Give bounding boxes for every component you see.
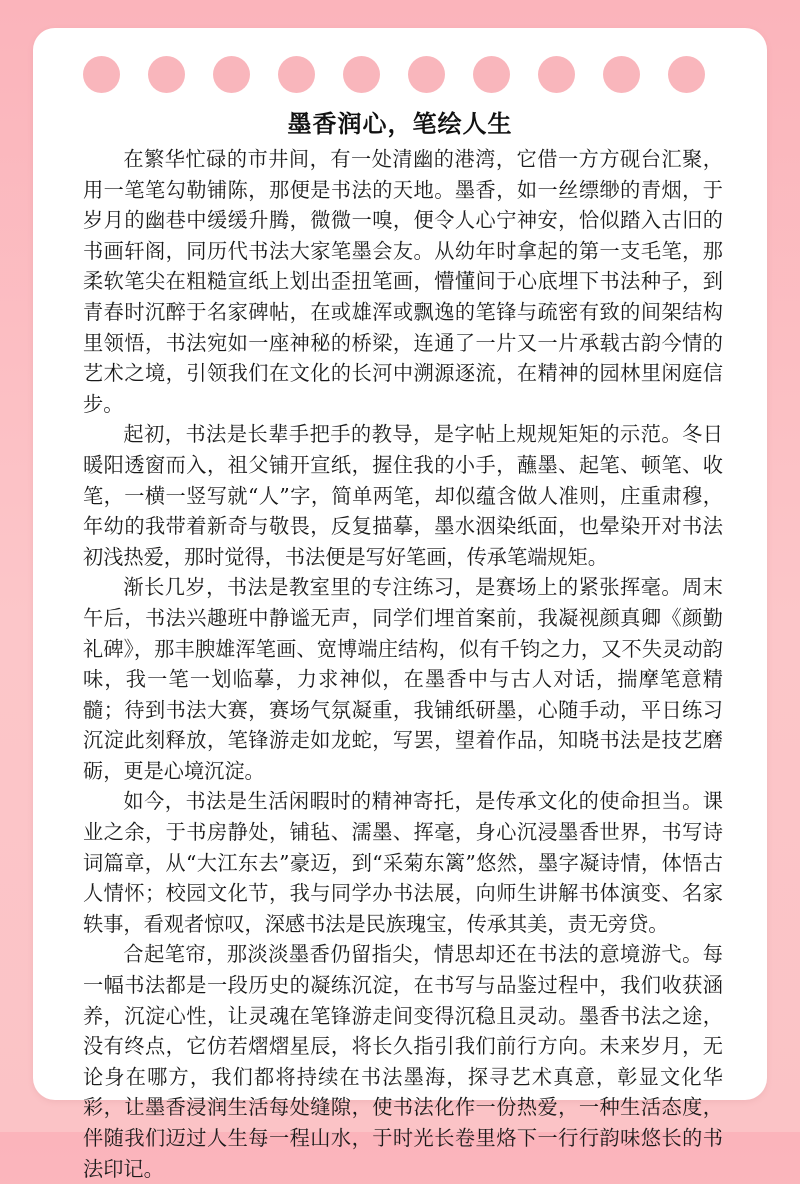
binder-hole bbox=[538, 56, 575, 93]
binder-hole bbox=[603, 56, 640, 93]
paragraph: 合起笔帘，那淡淡墨香仍留指尖，情思却还在书法的意境游弋。每一幅书法都是一段历史的凝练沉淀，在书写与品鉴过程中，我们收获涵养，沉淀心性，让灵魂在笔锋游走间变得沉稳且灵动。墨香书法之途，没有终点，它仿若熠熠星辰，将长久指引我们前行方向。未来岁月，无论身在哪方，我们都将持续在书法墨海，探寻艺术真意，彰显文化华彩，让墨香浸润生活每处缝隙，使书法化作一份热爱，一种生活态度，伴随我们迈过人生每一程山水，于时光长卷里烙下一行行韵味悠长的书法印记。 bbox=[83, 942, 723, 1181]
binder-hole bbox=[668, 56, 705, 93]
binder-hole bbox=[213, 56, 250, 93]
binder-hole bbox=[343, 56, 380, 93]
binder-hole bbox=[408, 56, 445, 93]
paragraph: 在繁华忙碌的市井间，有一处清幽的港湾，它借一方方砚台汇聚，用一笔笔勾勒铺陈，那便是书法的天地。墨香，如一丝缥缈的青烟，于岁月的幽巷中缓缓升腾，微微一嗅，便令人心宁神安，恰似踏入古旧的书画轩阁，同历代书法大家笔墨会友。从幼年时拿起的第一支毛笔，那柔软笔尖在粗糙宣纸上划出歪扭笔画，懵懂间于心底埋下书法种子，到青春时沉醉于名家碑帖，在或雄浑或飘逸的笔锋与疏密有致的间架结构里领悟，书法宛如一座神秘的桥梁，连通了一片又一片承载古韵今情的艺术之境，引领我们在文化的长河中溯源逐流，在精神的园林里闲庭信步。 bbox=[83, 147, 723, 416]
paragraph: 渐长几岁，书法是教室里的专注练习，是赛场上的紧张挥毫。周末午后，书法兴趣班中静谧无声，同学们埋首案前，我凝视颜真卿《颜勤礼碑》，那丰腴雄浑笔画、宽博端庄结构，似有千钧之力，又不失灵动韵味，我一笔一划临摹，力求神似，在墨香中与古人对话，揣摩笔意精髓；待到书法大赛，赛场气氛凝重，我铺纸研墨，心随手动，平日练习沉淀此刻释放，笔锋游走如龙蛇，写罢，望着作品，知晓书法是技艺磨砺，更是心境沉淀。 bbox=[83, 575, 723, 783]
binder-hole bbox=[278, 56, 315, 93]
essay-body bbox=[83, 144, 723, 1184]
binder-hole bbox=[148, 56, 185, 93]
paragraph: 如今，书法是生活闲暇时的精神寄托，是传承文化的使命担当。课业之余，于书房静处，铺毡、濡墨、挥毫，身心沉浸墨香世界，书写诗词篇章，从“大江东去”豪迈，到“采菊东篱”悠然，墨字凝诗情，体悟古人情怀；校园文化节，我与同学办书法展，向师生讲解书体演变、名家轶事，看观者惊叹，深感书法是民族瑰宝，传承其美，责无旁贷。 bbox=[83, 789, 723, 936]
paper-sheet bbox=[33, 28, 767, 1181]
binder-hole bbox=[473, 56, 510, 93]
essay-title: 墨香润心，笔绘人生 bbox=[287, 109, 513, 138]
paragraph: 起初，书法是长辈手把手的教导，是字帖上规规矩矩的示范。冬日暖阳透窗而入，祖父铺开宣纸，握住我的小手，蘸墨、起笔、顿笔、收笔，一横一竖写就“人”字，简单两笔，却似蕴含做人准则，庄重肃穆，年幼的我带着新奇与敬畏，反复描摹，墨水洇染纸面，也晕染开对书法初浅热爱，那时觉得，书法便是写好笔画，传承笔端规矩。 bbox=[83, 422, 723, 569]
binder-hole bbox=[83, 56, 120, 93]
binder-holes bbox=[33, 56, 767, 96]
